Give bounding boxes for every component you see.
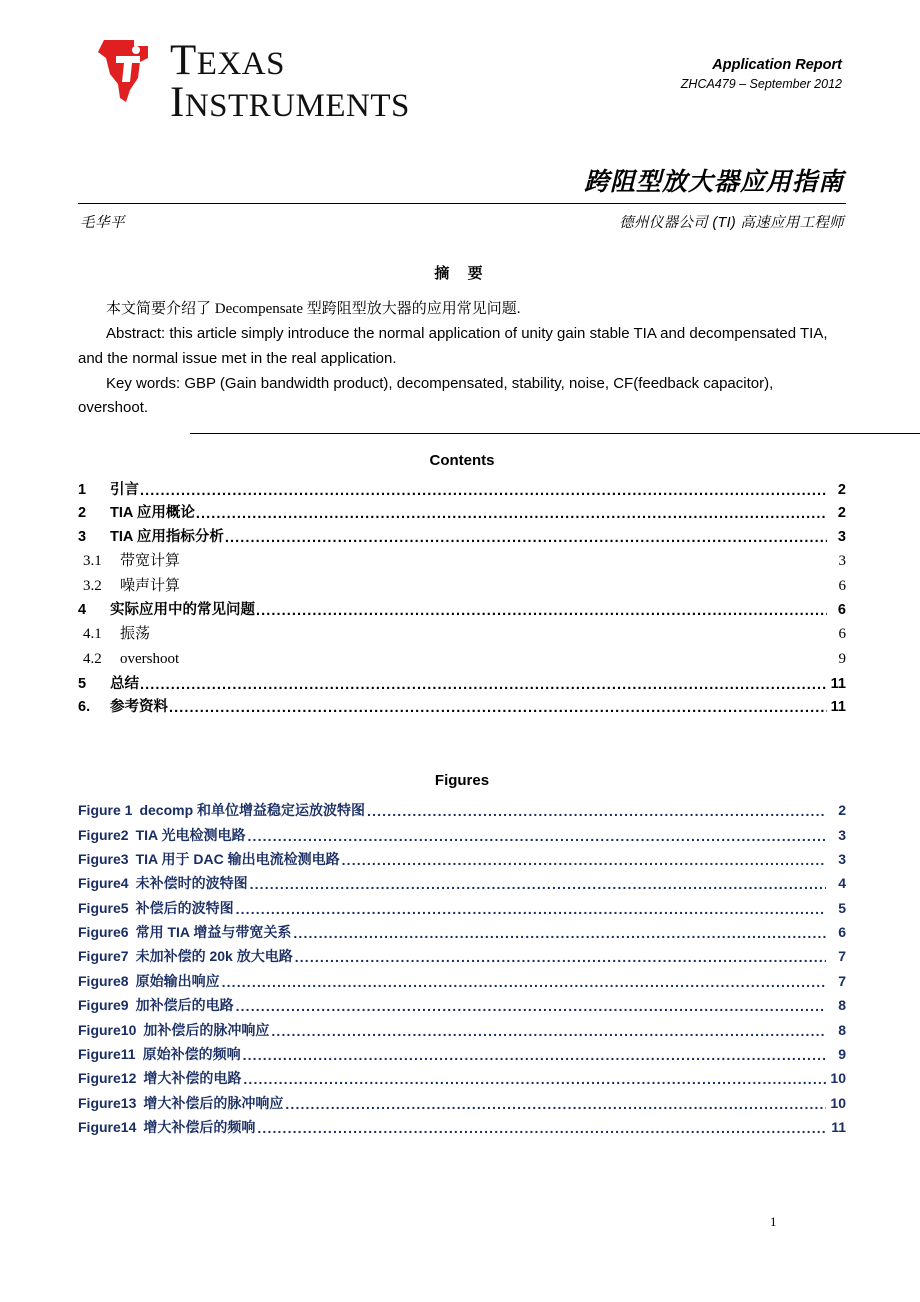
dot-leader <box>243 1048 826 1062</box>
title-block <box>78 168 846 232</box>
figure-entry[interactable] <box>78 896 846 920</box>
abstract-paragraph-cn: 本文简要介绍了 Decompensate 型跨阻型放大器的应用常见问题. <box>106 301 521 317</box>
figure-entry[interactable] <box>78 920 846 944</box>
figure-page: 6 <box>838 924 846 941</box>
dot-leader <box>295 950 826 964</box>
figure-entry[interactable] <box>78 993 846 1017</box>
figure-entry[interactable] <box>78 969 846 993</box>
figure-label: 未补偿时的波特图 <box>135 875 248 892</box>
entry-page: 11 <box>830 699 846 715</box>
figure-label: 常用 TIA 增益与带宽关系 <box>135 924 292 941</box>
figure-label: 加补偿后的电路 <box>135 997 234 1014</box>
entry-label: TIA 应用指标分析 <box>110 528 224 545</box>
figure-number: Figure13 <box>78 1094 137 1111</box>
figure-label: 原始输出响应 <box>135 972 220 989</box>
contents-section <box>78 452 846 719</box>
figure-entry[interactable] <box>78 822 846 846</box>
entry-number: 2 <box>78 505 87 521</box>
entry-label: overshoot <box>120 651 180 667</box>
page-header <box>0 0 920 140</box>
dot-leader <box>248 829 827 843</box>
figure-number: Figure9 <box>78 997 129 1014</box>
dot-leader <box>169 701 827 716</box>
contents-entry[interactable] <box>78 478 846 502</box>
figure-page: 3 <box>838 826 846 843</box>
contents-entry[interactable] <box>78 599 846 623</box>
ti-wordmark-line-2 <box>170 79 410 127</box>
figure-number: Figure14 <box>78 1119 137 1136</box>
abstract-heading: 摘 要 <box>434 265 490 282</box>
entry-number: 3 <box>78 528 87 545</box>
figure-entry[interactable] <box>78 798 846 822</box>
figure-label: 补偿后的波特图 <box>135 899 234 916</box>
figure-label: TIA 光电检测电路 <box>135 826 246 843</box>
contents-entry[interactable] <box>78 574 846 599</box>
figure-label: 增大补偿后的频响 <box>143 1119 256 1136</box>
figures-heading: Figures <box>434 772 490 789</box>
entry-number: 4.1 <box>83 626 102 642</box>
dot-leader <box>225 531 827 546</box>
entry-label: 参考资料 <box>110 699 168 715</box>
footer-page-number: 1 <box>770 1214 777 1229</box>
figure-number: Figure 1 <box>78 802 133 819</box>
figure-label: TIA 用于 DAC 输出电流检测电路 <box>135 850 340 867</box>
dot-leader <box>256 604 827 619</box>
document-title: 跨阻型放大器应用指南 <box>583 168 844 196</box>
figure-number: Figure6 <box>78 924 129 941</box>
entry-label: TIA 应用概论 <box>110 505 195 521</box>
entry-page: 2 <box>837 481 846 498</box>
abstract-divider <box>190 433 920 434</box>
entry-label: 引言 <box>110 481 139 498</box>
figure-number: Figure11 <box>78 1045 136 1062</box>
figure-number: Figure7 <box>78 948 129 965</box>
figure-page: 11 <box>831 1119 846 1136</box>
figure-number: Figure10 <box>78 1021 137 1038</box>
figure-page: 8 <box>838 997 846 1014</box>
figure-number: Figure3 <box>78 850 129 867</box>
dot-leader <box>285 1097 826 1111</box>
figure-label: 原始补偿的频响 <box>142 1045 241 1062</box>
author-name: 毛华平 <box>80 214 125 231</box>
report-id-date: ZHCA479 – September 2012 <box>680 76 842 91</box>
ti-wordmark-line-1-cap: T <box>170 37 197 84</box>
figures-list <box>78 798 846 1139</box>
entry-page: 3 <box>838 552 846 569</box>
ti-wordmark-line-2-rest: NSTRUMENTS <box>184 88 410 125</box>
dot-leader <box>257 1121 826 1135</box>
figure-page: 5 <box>838 899 846 916</box>
entry-page: 6 <box>837 602 846 618</box>
figure-entry[interactable] <box>78 1042 846 1066</box>
figure-number: Figure12 <box>78 1070 137 1087</box>
contents-entry[interactable] <box>78 549 846 574</box>
figure-number: Figure4 <box>78 875 129 892</box>
dot-leader <box>243 1072 826 1086</box>
figure-page: 7 <box>838 948 846 965</box>
entry-label: 带宽计算 <box>120 552 181 569</box>
dot-leader <box>342 853 826 867</box>
report-meta <box>681 56 842 92</box>
entry-page: 3 <box>837 528 846 545</box>
dot-leader <box>140 678 827 693</box>
entry-page: 9 <box>838 651 846 667</box>
report-type: Application Report <box>712 57 842 73</box>
figure-entry[interactable] <box>78 1017 846 1041</box>
figure-page: 9 <box>838 1045 846 1062</box>
entry-number: 3.2 <box>83 577 102 594</box>
dot-leader <box>140 484 827 499</box>
figures-section <box>78 772 846 1139</box>
contents-list <box>78 478 846 719</box>
figure-number: Figure8 <box>78 972 129 989</box>
dot-leader <box>196 507 827 522</box>
abstract-paragraph-en: Abstract: this article simply introduce the normal application of unity gain stable TIA and decompensated TIA, and the normal issue met in the real application. <box>78 325 828 367</box>
figure-page: 7 <box>838 972 846 989</box>
entry-page: 6 <box>838 626 846 642</box>
dot-leader <box>236 902 826 916</box>
entry-number: 5 <box>78 675 87 692</box>
dot-leader <box>367 804 826 818</box>
title-divider <box>78 203 846 204</box>
figure-entry[interactable] <box>78 847 846 871</box>
entry-number: 4.2 <box>83 651 102 667</box>
ti-logo <box>96 37 410 127</box>
figure-label: 未加补偿的 20k 放大电路 <box>135 948 293 965</box>
entry-page: 6 <box>838 577 846 594</box>
entry-number: 6. <box>78 699 91 715</box>
figure-entry[interactable] <box>78 1091 846 1115</box>
figure-label: decomp 和单位增益稳定运放波特图 <box>139 802 366 819</box>
figure-page: 8 <box>838 1021 846 1038</box>
figure-label: 增大补偿的电路 <box>143 1070 242 1087</box>
figure-label: 增大补偿后的脉冲响应 <box>143 1094 284 1111</box>
contents-entry[interactable] <box>78 525 846 549</box>
entry-page: 11 <box>830 675 846 692</box>
entry-number: 3.1 <box>83 552 102 569</box>
ti-wordmark-line-1 <box>170 37 410 84</box>
figure-number: Figure5 <box>78 899 129 916</box>
figure-entry[interactable] <box>78 1115 846 1139</box>
ti-wordmark-line-1-rest: EXAS <box>196 46 285 82</box>
figure-page: 10 <box>830 1070 846 1087</box>
author-affiliation: 德州仪器公司 (TI) 高速应用工程师 <box>619 214 844 231</box>
byline <box>78 211 846 232</box>
entry-page: 2 <box>837 505 846 521</box>
ti-wordmark-line-2-cap: I <box>170 79 185 127</box>
entry-label: 噪声计算 <box>120 577 181 594</box>
entry-label: 振荡 <box>120 626 151 642</box>
figure-number: Figure2 <box>78 826 129 843</box>
figure-page: 4 <box>838 875 846 892</box>
dot-leader <box>250 877 826 891</box>
contents-entry[interactable] <box>78 696 846 720</box>
figure-entry[interactable] <box>78 871 846 895</box>
figure-page: 3 <box>838 850 846 867</box>
dot-leader <box>271 1024 826 1038</box>
entry-number: 1 <box>78 481 87 498</box>
figure-page: 2 <box>838 802 846 819</box>
contents-heading: Contents <box>429 452 495 469</box>
entry-label: 总结 <box>110 675 139 692</box>
figure-page: 10 <box>830 1094 846 1111</box>
contents-entry[interactable] <box>78 647 846 672</box>
abstract-keywords: Key words: GBP (Gain bandwidth product), decompensated, stability, noise, CF(feedback capacitor), overshoot. <box>78 374 774 417</box>
entry-number: 4 <box>78 602 87 618</box>
dot-leader <box>236 999 826 1013</box>
entry-label: 实际应用中的常见问题 <box>110 602 255 618</box>
abstract-section <box>78 262 846 421</box>
dot-leader <box>222 975 826 989</box>
figure-label: 加补偿后的脉冲响应 <box>143 1021 270 1038</box>
dot-leader <box>293 926 826 940</box>
figure-entry[interactable] <box>78 1066 846 1090</box>
figure-entry[interactable] <box>78 944 846 968</box>
contents-entry[interactable] <box>78 502 846 526</box>
contents-entry[interactable] <box>78 622 846 647</box>
contents-entry[interactable] <box>78 672 846 696</box>
ti-wordmark <box>170 37 410 127</box>
texas-instruments-logo-icon <box>96 38 158 104</box>
